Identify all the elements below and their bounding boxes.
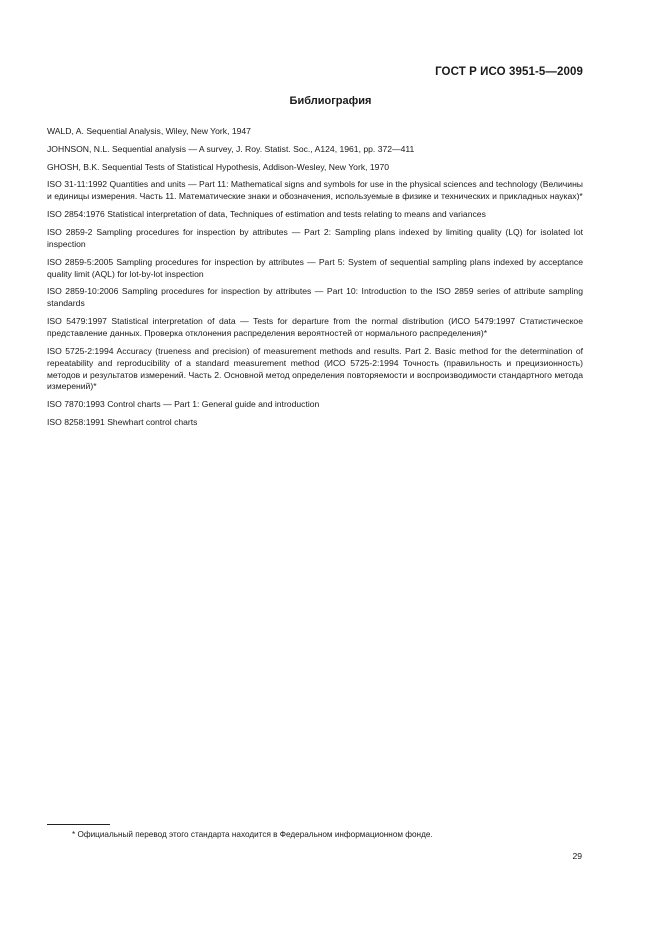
bibliography-entry: ISO 2859-5:2005 Sampling procedures for inspection by attributes — Part 5: System of sequential sampling plans indexed by acceptance quality limit (AQL) for lot-by-lot inspection <box>47 256 583 279</box>
bibliography-entry: ISO 5725-2:1994 Accuracy (trueness and precision) of measurement methods and results. Part 2. Basic method for the determination of repeatability and reproducibility of a standard measurement method (ИСО 5725-2:1994 Точность (правильность и прецизионность) методов и результатов измерений. Часть 2. Основной метод определения повторяемости и воспроизводимости стандартного метода измерений)* <box>47 345 583 392</box>
footnote-separator <box>47 824 110 825</box>
bibliography-entry: ISO 2859-10:2006 Sampling procedures for inspection by attributes — Part 10: Introduction to the ISO 2859 series of attribute sampling standards <box>47 286 583 309</box>
bibliography-entry: ISO 5479:1997 Statistical interpretation of data — Tests for departure from the normal distribution (ИСО 5479:1997 Статистическое представление данных. Проверка отклонения распределения вероятностей от нормального распределения)* <box>47 316 583 338</box>
page-header-standard-id: ГОСТ Р ИСО 3951-5—2009 <box>435 66 583 78</box>
bibliography-list <box>47 126 583 435</box>
bibliography-entry: ISO 8258:1991 Shewhart control charts <box>47 417 198 428</box>
section-title: Библиография <box>289 95 372 107</box>
bibliography-entry: ISO 2859-2 Sampling procedures for inspection by attributes — Part 2: Sampling plans indexed by limiting quality (LQ) for isolated lot inspection <box>47 226 583 249</box>
bibliography-entry: ISO 7870:1993 Control charts — Part 1: General guide and introduction <box>47 399 320 410</box>
page-number: 29 <box>572 851 582 861</box>
bibliography-entry: WALD, A. Sequential Analysis, Wiley, New York, 1947 <box>47 126 251 136</box>
bibliography-entry: ISO 2854:1976 Statistical interpretation of data, Techniques of estimation and tests relating to means and variances <box>47 209 486 220</box>
bibliography-entry: JOHNSON, N.L. Sequential analysis — A survey, J. Roy. Statist. Soc., A124, 1961, pp. 372—411 <box>47 143 415 154</box>
footnote: * Официальный перевод этого стандарта находится в Федеральном информационном фонде. <box>72 830 433 839</box>
bibliography-entry: GHOSH, B.K. Sequential Tests of Statistical Hypothesis, Addison-Wesley, New York, 1970 <box>47 161 390 172</box>
bibliography-entry: ISO 31-11:1992 Quantities and units — Part 11: Mathematical signs and symbols for use in the physical sciences and technology (Величины и единицы измерения. Часть 11. Математические знаки и обозначения, используемые в физике и технических и прикладных науках)* <box>47 179 583 202</box>
